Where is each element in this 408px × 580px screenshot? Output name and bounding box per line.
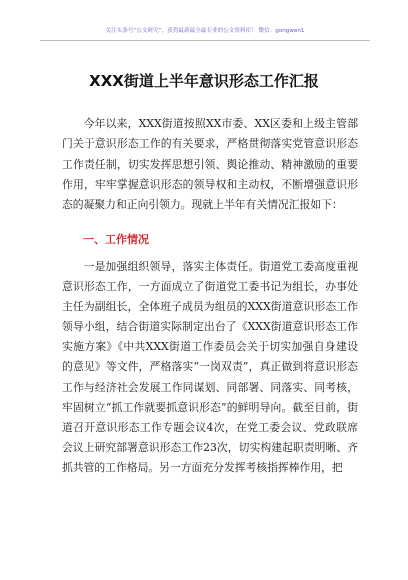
intro-section <box>62 114 358 215</box>
header-banner: 关注头条号“公文研究”，获得最新最全最专业的公文资料库！ 微信：gongwen1 <box>105 28 305 34</box>
section-heading-work-status: 一、工作情况 <box>83 233 149 246</box>
document-title: XXX街道上半年意识形态工作汇报 <box>89 72 319 90</box>
work-status-paragraph: 一是加强组织领导，落实主体责任。街道党工委高度重视意识形态工作，一方面成立了街道党工委书记为组长，办事处主任为副组长，全体班子成员为组员的XXX街道意识形态工作领导小组，结合街道实际制定出台了《XXX街道意识形态工作实施方案》《中共XXX街道工作委员会关于切实加强自身建设的意见》等文件，严格落实“一岗双责”，真正做到将意识形态工作与经济社会发展工作同谋划、同部署、同落实、同考核，牢固树立“抓工作就要抓意识形态”的鲜明导向。截至目前，街道召开意识形态工作专题会议4次，在党工委会议、党政联席会议上研究部署意识形态工作23次，切实构建起职责明晰、齐抓共管的工作格局。另一方面充分发挥考核指挥棒作用，把 <box>62 260 358 474</box>
header-divider <box>40 40 370 41</box>
work-status-section <box>62 257 358 478</box>
intro-paragraph: 今年以来，XXX街道按照XX市委、XX区委和上级主管部门关于意识形态工作的有关要求，严格贯彻落实党管意识形态工作责任制，切实发挥思想引领、舆论推动、精神激励的重要作用，牢牢掌握意识形态的领导权和主动权，不断增强意识形态的凝聚力和正向引领力。现就上半年有关情况汇报如下： <box>62 117 358 212</box>
